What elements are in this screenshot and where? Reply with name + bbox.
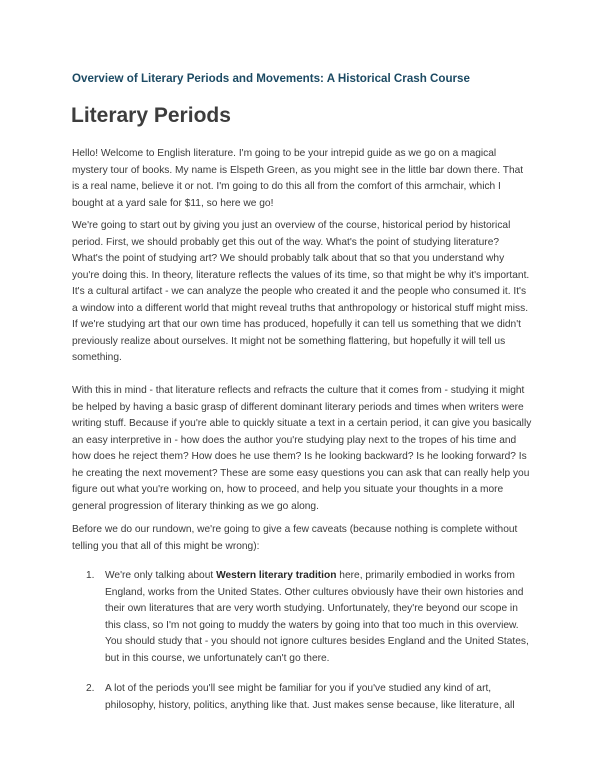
paragraph-intro: Hello! Welcome to English literature. I'm going to be your intrepid guide as we go on a magical mystery tour of books. My name is Elspeth Green, as you might see in the little bar down there. That is a real name, believe it or not. I'm going to do this all from the comfort of this armchair, which I bought at a yard sale for $11, so here we go! — [72, 148, 524, 209]
list-item-text: A lot of the periods you'll see might be familiar for you if you've studied any kind of art, philosophy, history, politics, anything like that. Just makes sense because, like literature, all — [105, 683, 515, 711]
list-item-number: 2. — [86, 683, 95, 694]
paragraph-periods: With this in mind - that literature reflects and refracts the culture that it comes from - studying it might be helped by having a basic grasp of different dominant literary periods and times when writers were writing stuff. Because if you're able to quickly situate a text in a certain period, it can give you basically an easy interpretive in - how does the author you're studying play next to the tropes of his time and how does he reject them? How does he use them? Is he looking backward? Is he looking forward? Is he creating the next movement? These are some easy questions you can ask that can really help you figure out what you're working on, how to proceed, and help you situate your thoughts in a more general progression of literary thinking as we go along. — [72, 385, 532, 512]
list-item-text: We're only talking about — [105, 570, 217, 581]
list-item — [86, 568, 532, 667]
caveat-list — [86, 568, 532, 714]
page-title: Literary Periods — [71, 104, 231, 127]
paragraph-purpose: We're going to start out by giving you just an overview of the course, historical period by historical period. First, we should probably get this out of the way. What's the point of studying literature? What's the point of studying art? We should probably talk about that so that you understand why you're doing this. In theory, literature reflects the values of its time, so that might be why it's important. It's a cultural artifact - we can analyze the people who created it and the people who consumed it. It's a window into a different world that might reveal truths that anthropology or historical stuff might miss. If we're studying art that our own time has produced, hopefully it can tell us something that we didn't previously realize about ourselves. It might not be something flattering, but hopefully it will tell us something. — [72, 220, 530, 363]
document-subtitle: Overview of Literary Periods and Movements: A Historical Crash Course — [72, 72, 470, 85]
list-item-text: here, primarily embodied in works from England, works from the United States. Other cultures obviously have their own histories and their own literatures that are very worth studying. Unfortunately, they're beyond our scope in this class, so I'm not going to muddy the waters by going into that too much in this overview. You should study that - you should not ignore cultures besides England and the United States, but in this course, we unfortunately can't go there. — [105, 570, 529, 664]
list-item-bold-text: Western literary tradition — [216, 570, 337, 581]
list-item — [86, 681, 532, 714]
list-item-number: 1. — [86, 570, 95, 581]
paragraph-caveats: Before we do our rundown, we're going to give a few caveats (because nothing is complete without telling you that all of this might be wrong): — [72, 524, 518, 552]
